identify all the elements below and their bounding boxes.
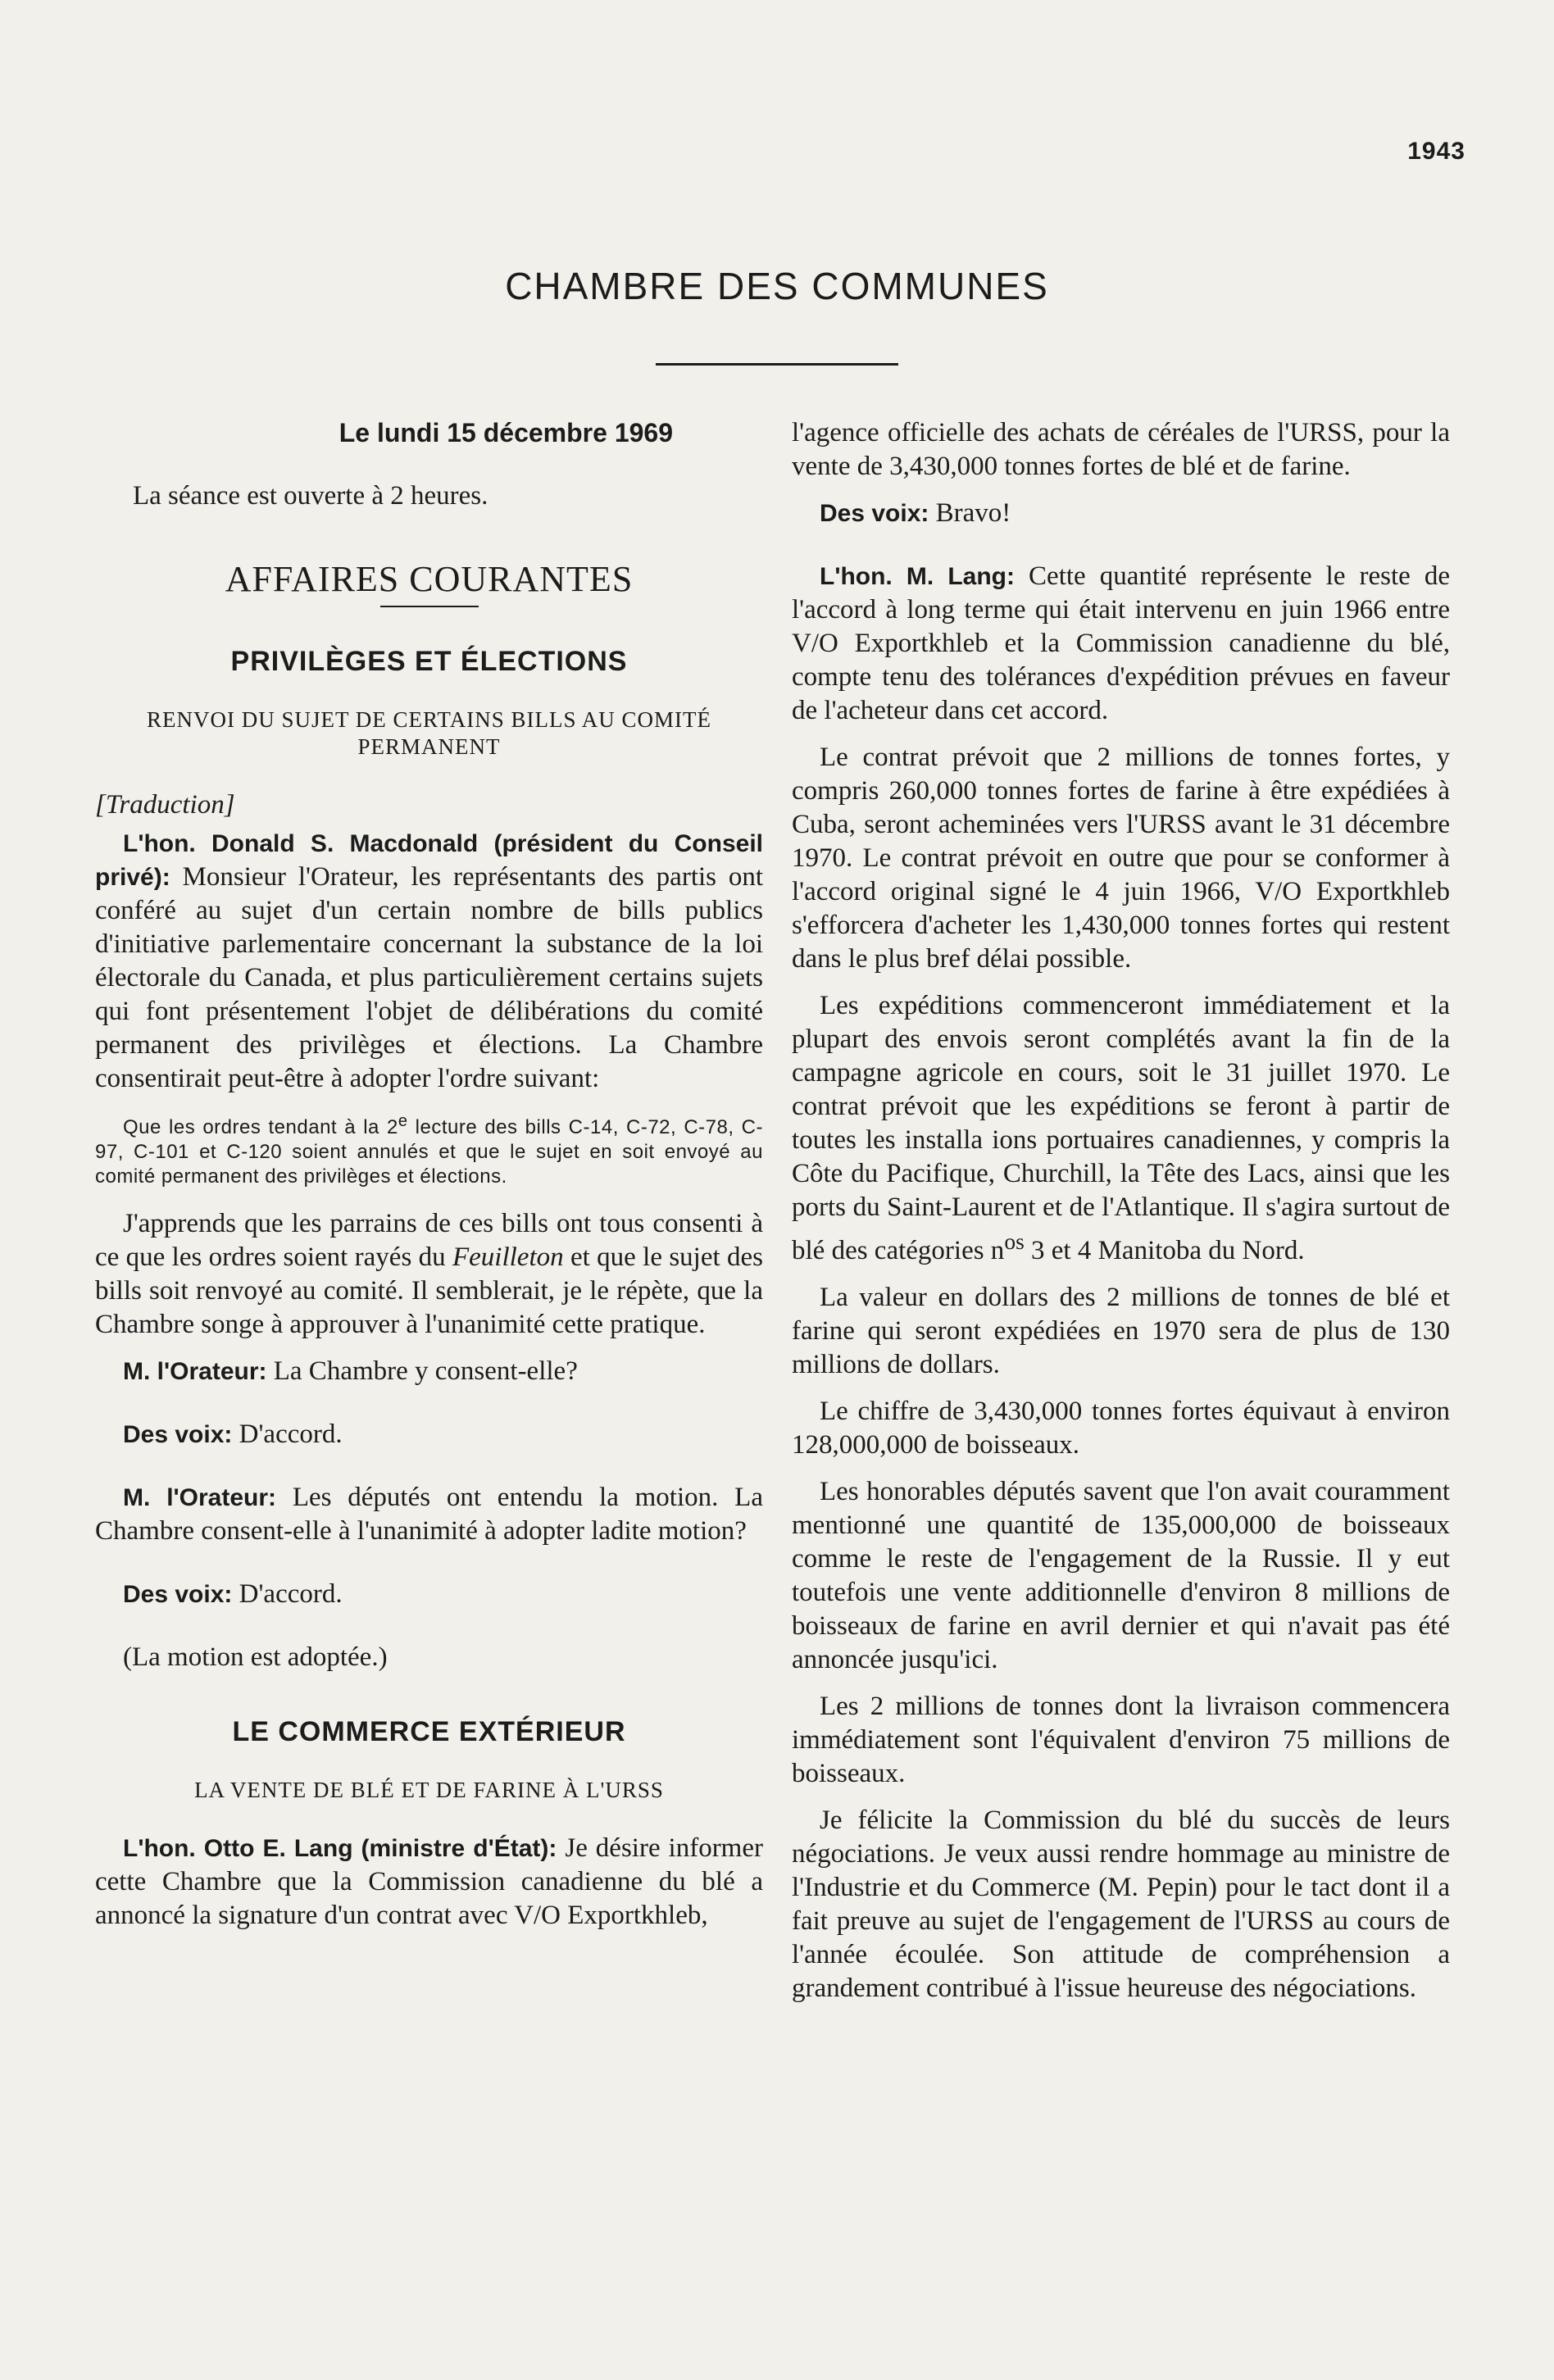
speaker-name: M. l'Orateur: [123, 1484, 277, 1511]
speaker-name: M. l'Orateur: [123, 1358, 267, 1385]
paragraph-parrains [95, 1207, 763, 1342]
numero-superscript: os [1004, 1229, 1025, 1254]
motion-adopted: (La motion est adoptée.) [123, 1642, 388, 1672]
paragraph-expeditions [792, 989, 1450, 1268]
speaker-name: L'hon. Otto E. Lang (ministre d'État): [123, 1835, 557, 1862]
speaker-name: Des voix: [123, 1421, 233, 1448]
paragraph-lang [95, 1832, 763, 1933]
section-title-affaires-courantes: AFFAIRES COURANTES [225, 559, 634, 599]
paragraph-voix-bravo [792, 497, 1450, 530]
paragraph-voix-1 [95, 1418, 763, 1451]
section-title-commerce: LE COMMERCE EXTÉRIEUR [232, 1716, 626, 1747]
speaker-name: Des voix: [123, 1581, 233, 1608]
paragraph-felicitations: Je félicite la Commission du blé du succès de leurs négociations. Je veux aussi rendre hommage au ministre de l'Industrie et du Commerce (M. Pepin) pour le tact dont il a fait preuve au sujet de l'engagement de l'URSS au cours de l'année écoulée. Son attitude de compréhension a grandement contribué à l'issue heureuse des négociations. [792, 1805, 1450, 2003]
paragraph-orateur-1 [95, 1355, 763, 1388]
paragraph-chiffre: Le chiffre de 3,430,000 tonnes fortes équivaut à environ 128,000,000 de boisseaux. [792, 1397, 1450, 1460]
paragraph-orateur-2 [95, 1481, 763, 1548]
translation-note: [Traduction] [95, 790, 235, 820]
paragraph-text: Bravo! [929, 498, 1011, 528]
quote-superscript: e [398, 1112, 408, 1130]
speaker-name: L'hon. Donald S. Macdonald (président du Conseil privé): [95, 830, 763, 891]
paragraph-lang-2 [792, 560, 1450, 728]
paragraph-text: Les députés ont entendu la motion. La Chambre consent-elle à l'unanimité à adopter ladite motion? [95, 1483, 763, 1546]
speaker-name: Des voix: [820, 500, 929, 527]
paragraph-text: Cette quantité représente le reste de l'accord à long terme qui était intervenu en juin 1966 entre V/O Exportkhleb et la Commission canadienne du blé, compte tenu des tolérances d'expédition prévues en faveur de l'acheteur dans cet accord. [792, 561, 1450, 725]
paragraph-text: Je désire informer cette Chambre que la Commission canadienne du blé a annoncé la signature d'un contrat avec V/O Exportkhleb, [95, 1833, 763, 1930]
subsection-heading-renvoi: RENVOI DU SUJET DE CERTAINS BILLS AU COMITÉ PERMANENT [147, 707, 711, 759]
quote-text: Que les ordres tendant à la 2 [123, 1116, 398, 1138]
motion-quote [95, 1109, 763, 1189]
paragraph-macdonald [95, 827, 763, 1096]
paragraph-text: Monsieur l'Orateur, les représentants des partis ont conféré au sujet d'un certain nombre de bills publics d'initiative parlementaire concernant la substance de la loi électorale du Canada, et plus particulièrement certains sujets qui font présentement l'objet de délibérations du comité permanent des privilèges et élections. La Chambre consentirait peut-être à adopter l'ordre suivant: [95, 862, 763, 1093]
title-rule [656, 363, 898, 366]
paragraph-contrat: Le contrat prévoit que 2 millions de tonnes fortes, y compris 260,000 tonnes fortes de farine à être expédiées à Cuba, seront acheminées vers l'URSS avant le 31 décembre 1970. Le contrat prévoit en outre que pour se conformer à l'accord original signé le 4 juin 1966, V/O Exportkhleb s'efforcera d'acheter les 1,430,000 tonnes fortes qui restent dans le plus bref délai possible. [792, 743, 1450, 974]
paragraph-text: D'accord. [232, 1579, 343, 1609]
speaker-name: L'hon. M. Lang: [820, 563, 1015, 590]
feuilleton-italic: Feuilleton [452, 1242, 564, 1272]
paragraph-livraison: Les 2 millions de tonnes dont la livraison commencera immédiatement sont l'équivalent d'environ 75 millions de boisseaux. [792, 1692, 1450, 1788]
sitting-date: Le lundi 15 décembre 1969 [339, 418, 673, 447]
subsection-heading-vente: LA VENTE DE BLÉ ET DE FARINE À L'URSS [194, 1778, 664, 1802]
section-rule [380, 606, 479, 607]
paragraph-text: La Chambre y consent-elle? [266, 1356, 578, 1386]
paragraph-text: Les expéditions commenceront immédiatement et la plupart des envois seront complétés avant la fin de la campagne agricole en cours, soit le 31 juillet 1970. Le contrat prévoit que les expéditions se feront à partir de toutes les installa ions portuaires canadiennes, y compris la Côte du Pacifique, Churchill, la Tête des Lacs, ainsi que les ports du Saint-Laurent et de l'Atlantique. Il s'agira surtout de blé des catégories n [792, 991, 1450, 1265]
left-column [95, 416, 763, 1946]
paragraph-voix-2 [95, 1578, 763, 1611]
page-title: CHAMBRE DES COMMUNES [505, 265, 1049, 307]
paragraph-text: et que le sujet des bills soit renvoyé au comité. Il semblerait, je le répète, que la Chambre songe à approuver à l'unanimité cette pratique. [95, 1242, 763, 1339]
paragraph-text: J'apprends que les parrains de ces bills ont tous consenti à ce que les ordres soient rayés du [95, 1209, 763, 1272]
right-column [792, 416, 1450, 2019]
paragraph-honorables: Les honorables députés savent que l'on avait couramment mentionné une quantité de 135,000,000 de boisseaux comme le reste de l'engagement de la Russie. Il y eut toutefois une vente additionnelle d'environ 8 millions de boisseaux de farine en avril dernier et qui n'avait pas été annoncée jusqu'ici. [792, 1477, 1450, 1674]
paragraph-continuation: l'agence officielle des achats de céréales de l'URSS, pour la vente de 3,430,000 tonnes fortes de blé et de farine. [792, 418, 1450, 481]
paragraph-valeur: La valeur en dollars des 2 millions de tonnes de blé et farine qui seront expédiées en 1970 sera de plus de 130 millions de dollars. [792, 1283, 1450, 1379]
quote-text: lecture des bills C-14, C-72, C-78, C-97, C-101 et C-120 soient annulés et que le sujet en soit envoyé au comité permanent des privilèges et élections. [95, 1116, 763, 1188]
subsection-title-privileges: PRIVILÈGES ET ÉLECTIONS [230, 646, 628, 677]
paragraph-text: D'accord. [232, 1419, 343, 1449]
sitting-opening: La séance est ouverte à 2 heures. [133, 481, 488, 511]
paragraph-text: 3 et 4 Manitoba du Nord. [1024, 1236, 1305, 1265]
page-number: 1943 [1407, 138, 1465, 165]
